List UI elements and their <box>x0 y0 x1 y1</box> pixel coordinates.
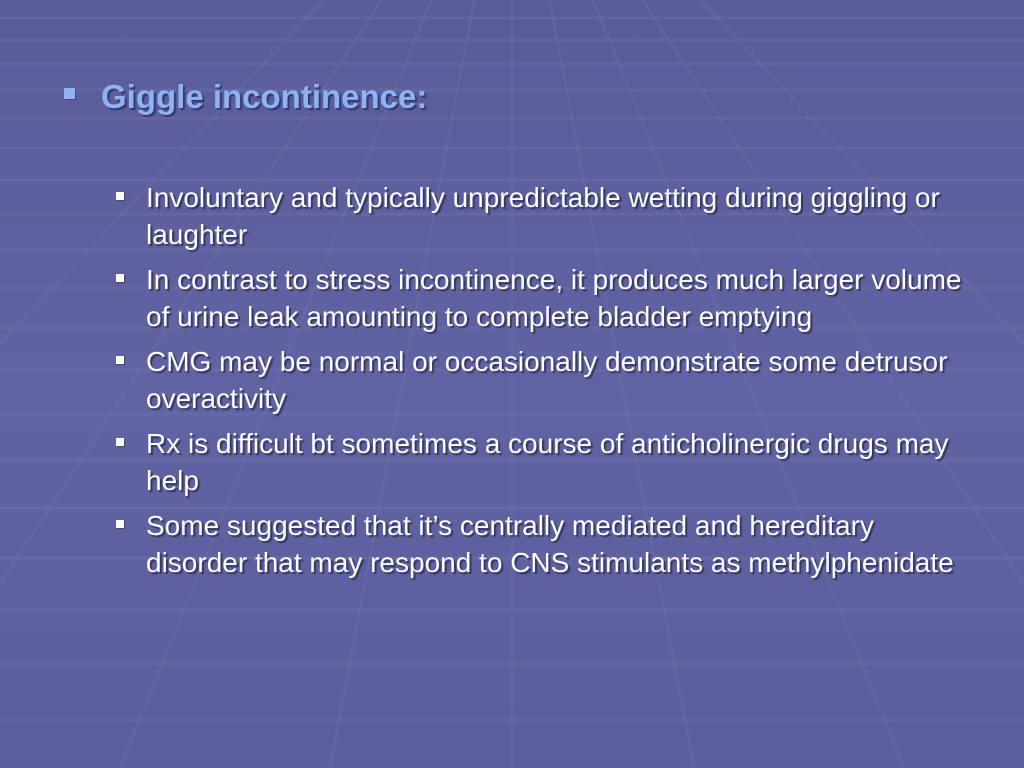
bullet-item <box>116 180 976 253</box>
bullet-item <box>116 344 976 417</box>
slide-heading: Giggle incontinence: <box>101 78 428 115</box>
square-bullet-icon <box>116 192 124 200</box>
bullet-text: In contrast to stress incontinence, it produces much larger volume of urine leak amounting to complete bladder emptying <box>146 264 962 332</box>
bullet-item <box>116 508 976 581</box>
bullet-text: Rx is difficult bt sometimes a course of anticholinergic drugs may help <box>146 428 949 496</box>
bullet-item <box>116 262 976 335</box>
square-bullet-icon <box>116 356 124 364</box>
bullet-list <box>116 180 976 590</box>
square-bullet-icon <box>64 88 75 99</box>
slide-heading-row <box>64 78 427 116</box>
bullet-text: Some suggested that it’s centrally mediated and hereditary disorder that may respond to CNS stimulants as methylphenidate <box>146 510 954 578</box>
bullet-item <box>116 426 976 499</box>
bullet-text: CMG may be normal or occasionally demonstrate some detrusor overactivity <box>146 346 948 414</box>
square-bullet-icon <box>116 520 124 528</box>
square-bullet-icon <box>116 438 124 446</box>
bullet-text: Involuntary and typically unpredictable wetting during giggling or laughter <box>146 182 940 250</box>
square-bullet-icon <box>116 274 124 282</box>
